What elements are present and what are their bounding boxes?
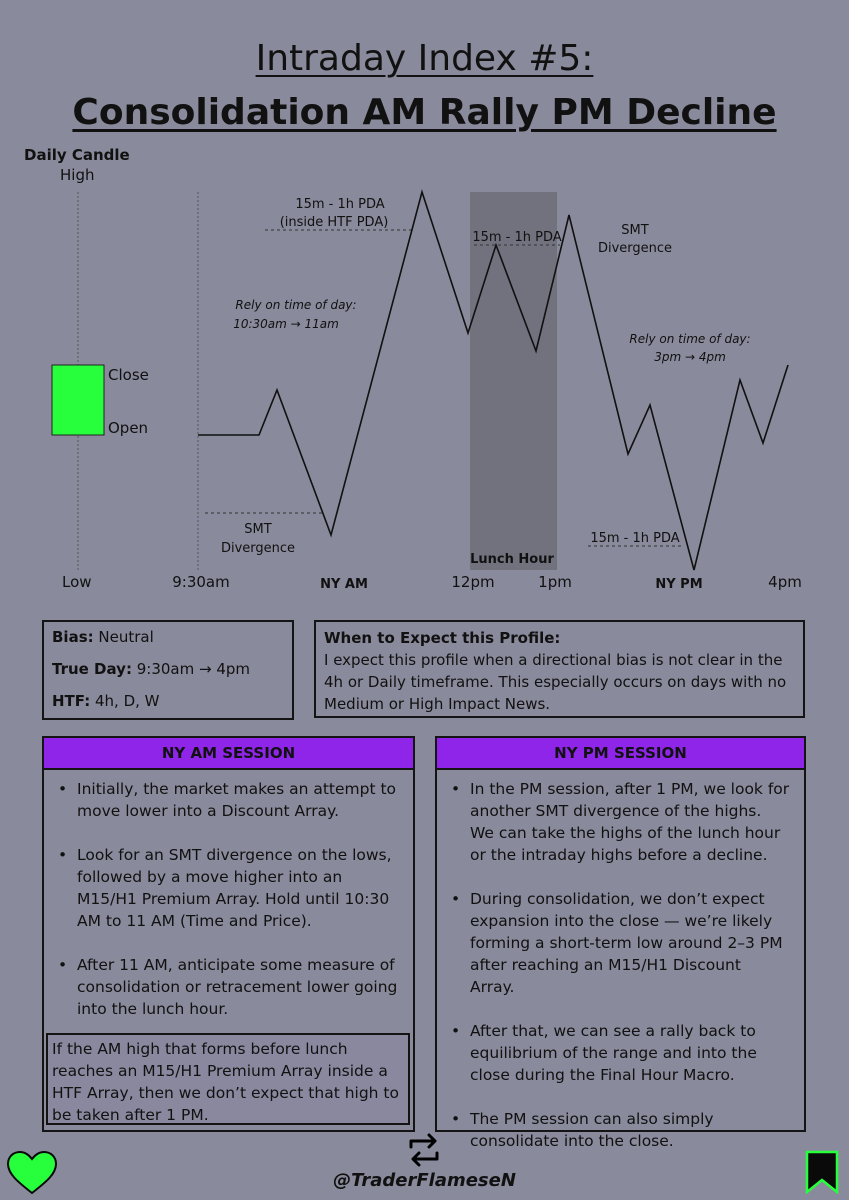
pm-bullet-list [437,770,804,1152]
annotation-time-pm-2: 3pm → 4pm [654,350,726,364]
annotation-pda-top-2: (inside HTF PDA) [279,215,389,230]
author-handle: @TraderFlameseN [333,1170,516,1191]
pm-bullet: • During consolidation, we don’t expect expansion into the close — we’re likely forming a short-term low around 2–3 PM after reaching an M15/H1 Discount Array. [449,888,790,998]
heart-icon[interactable] [6,1150,58,1196]
pm-bullet: • The PM session can also simply consolidate into the close. [449,1108,790,1152]
am-note-box: If the AM high that forms before lunch reaches an M15/H1 Premium Array inside a HTF Array, then we don’t expect that high to be taken after 1 PM. [46,1033,410,1125]
am-bullet-list [44,770,413,1020]
annotation-smt-low-1: SMT [244,522,272,537]
bias-box [42,620,294,720]
expect-text: I expect this profile when a directional bias is not clear in the 4h or Daily timeframe. This especially occurs on days with no Medium or High Impact News. [324,651,787,713]
annotation-smt-top-1: SMT [621,223,649,238]
annotation-pda-lunch: 15m - 1h PDA [472,230,562,245]
candle-close-label: Close [108,366,149,384]
bookmark-icon[interactable] [805,1150,839,1194]
htf-row: HTF: 4h, D, W [52,692,160,710]
pm-session-header: NY PM SESSION [435,736,806,770]
bias-row: Bias: Neutral [52,628,154,646]
title-line-2: Consolidation AM Rally PM Decline [72,92,777,133]
true-day-row: True Day: 9:30am → 4pm [52,660,250,678]
daily-candle-heading: Daily Candle [24,146,130,164]
lunch-hour-shade [470,192,557,570]
pm-bullet: • After that, we can see a rally back to equilibrium of the range and into the close during the Final Hour Macro. [449,1020,790,1086]
candle-low-label: Low [62,573,92,591]
x-label-4pm: 4pm [768,573,802,591]
lunch-hour-label: Lunch Hour [470,552,554,567]
x-label-ny-am: NY AM [320,577,368,592]
expect-heading: When to Expect this Profile: [324,629,561,647]
am-bullet: • After 11 AM, anticipate some measure of consolidation or retracement lower going into the lunch hour. [56,954,399,1020]
annotation-time-am-2: 10:30am → 11am [233,317,339,331]
daily-candle-body [52,365,104,435]
am-bullet: • Look for an SMT divergence on the lows, followed by a move higher into an M15/H1 Premium Array. Hold until 10:30 AM to 11 AM (Time and Price). [56,844,399,932]
title-line-1: Intraday Index #5: [255,38,594,79]
annotation-smt-low-2: Divergence [220,541,296,556]
annotation-smt-top-2: Divergence [597,241,673,256]
x-label-930: 9:30am [172,573,230,591]
candle-open-label: Open [108,419,149,437]
annotation-time-am-1: Rely on time of day: [235,298,357,312]
expect-profile-box [314,620,805,718]
price-profile-diagram [0,140,849,600]
x-label-ny-pm: NY PM [655,577,703,592]
am-bullet: • Initially, the market makes an attempt to move lower into a Discount Array. [56,778,399,822]
x-label-12pm: 12pm [451,573,495,591]
candle-high-label: High [60,166,95,184]
annotation-pda-top-1: 15m - 1h PDA [295,197,385,212]
am-session-header: NY AM SESSION [42,736,415,770]
x-label-1pm: 1pm [538,573,572,591]
pm-session-body [435,770,806,1150]
annotation-time-pm-1: Rely on time of day: [629,332,751,346]
pm-bullet: • In the PM session, after 1 PM, we look for another SMT divergence of the highs. We can take the highs of the lunch hour or the intraday highs before a decline. [449,778,790,866]
annotation-pda-low: 15m - 1h PDA [590,531,680,546]
repost-icon[interactable] [405,1133,443,1167]
